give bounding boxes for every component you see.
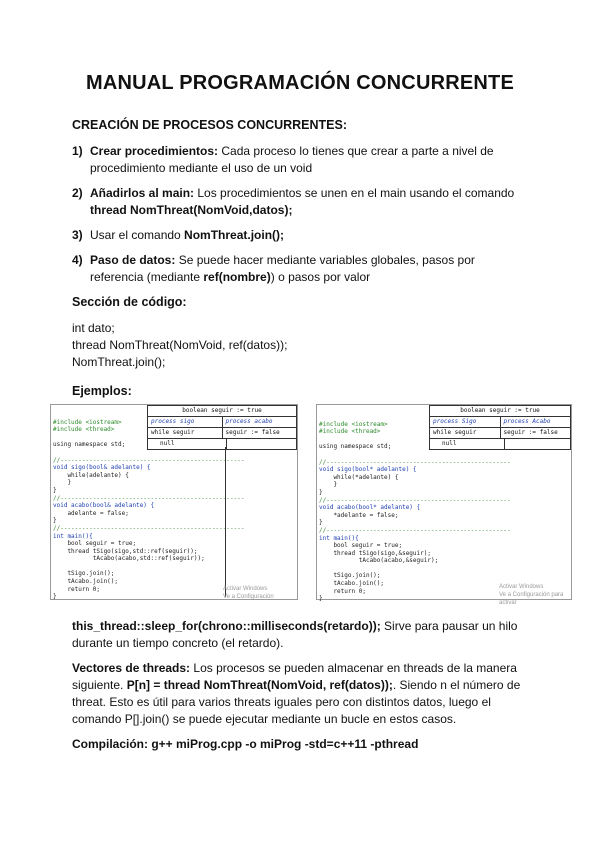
- section-heading-codigo: Sección de código:: [72, 295, 187, 309]
- watermark-text: Activar Windows Ve a Configuración para activar: [499, 584, 564, 606]
- item-text-end: ) o pasos por valor: [270, 270, 371, 284]
- item-text: Se puede hacer mediante variables globales, pasos por referencia (mediante: [90, 253, 475, 284]
- sleep-paragraph: this_thread::sleep_for(chrono::milliseconds(retardo)); Sirve para pausar un hilo durante un tiempo concreto (el retardo).: [72, 619, 518, 650]
- pseudo-table-right: boolean seguir := true process Sigo process Acabo while seguir seguir := false null: [429, 405, 571, 450]
- vectores-paragraph: Vectores de threads: Los procesos se pueden almacenar en threads de la manera siguiente. P[n] = thread NomThreat(NomVoid, ref(datos));. Siendo n el número de threat. Esto es útil para varios threats iguales pero con distintos datos, luego el comando P[].join() se puede ejecutar mediante un bucle en estos casos.: [72, 661, 521, 726]
- page-title: MANUAL PROGRAMACIÓN CONCURRENTE: [85, 72, 515, 94]
- item-bold: Paso de datos:: [90, 253, 176, 267]
- list-number: 3): [72, 228, 83, 242]
- item-text: Los procedimientos se unen en el main usando el comando: [194, 186, 515, 200]
- code-lines: [72, 320, 287, 371]
- list-item-4: [72, 252, 530, 286]
- item-text: Usar el comando: [90, 228, 185, 242]
- example-screenshot-left: [50, 404, 298, 600]
- list-number: 4): [72, 253, 83, 267]
- table-divider: [225, 447, 226, 597]
- code-line: thread NomThreat(NomVoid, ref(datos));: [72, 338, 288, 352]
- list-number: 1): [72, 144, 83, 158]
- item-bold-command: NomThreat.join();: [184, 228, 285, 242]
- item-bold: Añadirlos al main:: [90, 186, 195, 200]
- code-block-right: #include <iostream> #include <thread> using namespace std; //--------------------------------------------------- void sigo(bool* adelante) { while(*adelante) { } } //--------------------------------------------------- void acabo(bool* adelante) { *adelante = false; } //--------------------------------------------------- int main(){ bool seguir = true; thread tSigo(sigo,&seguir); tAcabo(acabo,&seguir); tSigo.join(); tAcabo.join(); return 0; }: [319, 420, 511, 603]
- table-header: boolean seguir := true: [182, 407, 262, 414]
- list-item-2: [72, 185, 530, 219]
- item-text: Cada proceso lo tienes que crear a parte a nivel de procedimiento mediante el uso de un void: [90, 144, 494, 175]
- list-item-3: [72, 227, 530, 244]
- table-header: boolean seguir := true: [460, 407, 540, 414]
- code-line: NomThreat.join();: [72, 355, 166, 369]
- item-bold-ref: ref(nombre): [203, 270, 271, 284]
- code-line: int dato;: [72, 321, 115, 335]
- code-block-left: #include <iostream> #include <thread> using namespace std; //--------------------------------------------------- void sigo(bool& adelante) { while(adelante) { } } //--------------------------------------------------- void acabo(bool& adelante) { adelante = false; } //--------------------------------------------------- int main(){ bool seguir = true; thread tSigo(sigo,std::ref(seguir)); tAcabo(acabo,std::ref(seguir)); tSigo.join(); tAcabo.join(); return 0; }: [53, 418, 245, 601]
- pseudo-table-left: boolean seguir := true process sigo process acabo while seguir seguir := false null: [147, 405, 297, 450]
- section-heading-ejemplos: Ejemplos:: [72, 384, 132, 398]
- compilacion-line: Compilación: g++ miProg.cpp -o miProg -std=c++11 -pthread: [72, 737, 419, 751]
- list-item-1: [72, 143, 530, 177]
- example-screenshot-right: [316, 404, 572, 606]
- item-bold-command: thread NomThreat(NomVoid,datos);: [90, 203, 293, 217]
- watermark-text: Activar Windows Ve a Configuración: [223, 586, 274, 600]
- section-heading-creacion: CREACIÓN DE PROCESOS CONCURRENTES:: [72, 118, 348, 132]
- list-number: 2): [72, 186, 83, 200]
- item-bold: Crear procedimientos:: [90, 144, 219, 158]
